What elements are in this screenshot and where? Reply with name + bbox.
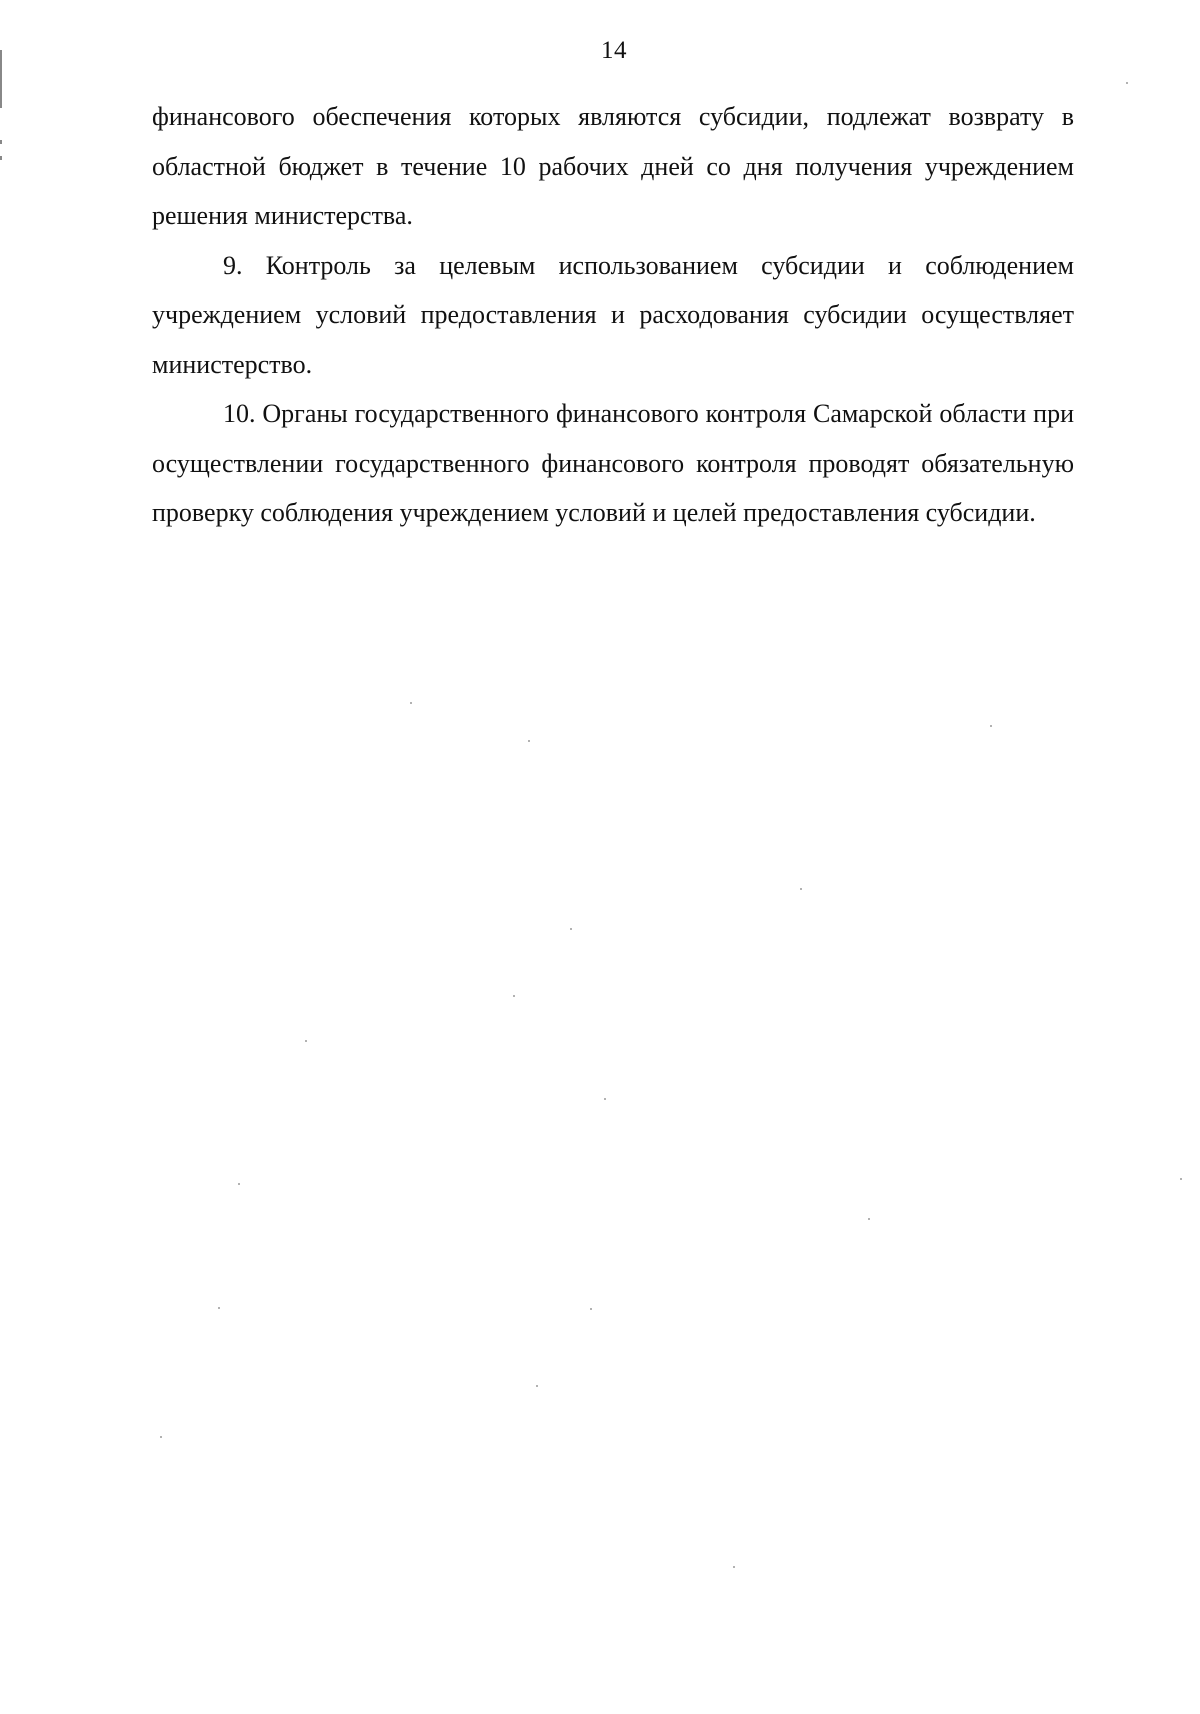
scan-margin-mark — [0, 156, 2, 160]
scan-speck — [570, 928, 572, 930]
scan-speck — [733, 1566, 735, 1568]
scan-speck — [513, 995, 515, 997]
scan-speck — [305, 1040, 307, 1042]
scan-speck — [604, 1098, 606, 1100]
scan-speck — [990, 725, 992, 727]
scan-speck — [1126, 82, 1128, 84]
paragraph-item-10: 10. Органы государственного финансового контроля Самарской области при осуществлении государственного финансового контроля проводят обязательную проверку соблюдения учреждением условий и целей предоставления субсидии. — [152, 399, 1074, 527]
scan-speck — [528, 740, 530, 742]
scan-speck — [1180, 1178, 1182, 1180]
paragraph-continuation: финансового обеспечения которых являются субсидии, подлежат возврату в областной бюджет в течение 10 рабочих дней со дня получения учреждением решения министерства. — [152, 102, 1074, 230]
scan-speck — [800, 888, 802, 890]
page-number: 14 — [601, 37, 627, 64]
document-body — [152, 92, 1074, 538]
scan-speck — [868, 1218, 870, 1220]
scan-speck — [218, 1307, 220, 1309]
scan-speck — [590, 1308, 592, 1310]
scan-speck — [238, 1183, 240, 1185]
paragraph-item-9: 9. Контроль за целевым использованием субсидии и соблюдением учреждением условий предоставления и расходования субсидии осуществляет министерство. — [152, 250, 1074, 379]
scan-margin-mark — [0, 140, 2, 144]
scan-speck — [410, 702, 412, 704]
scan-speck — [160, 1436, 162, 1438]
scan-speck — [536, 1385, 538, 1387]
